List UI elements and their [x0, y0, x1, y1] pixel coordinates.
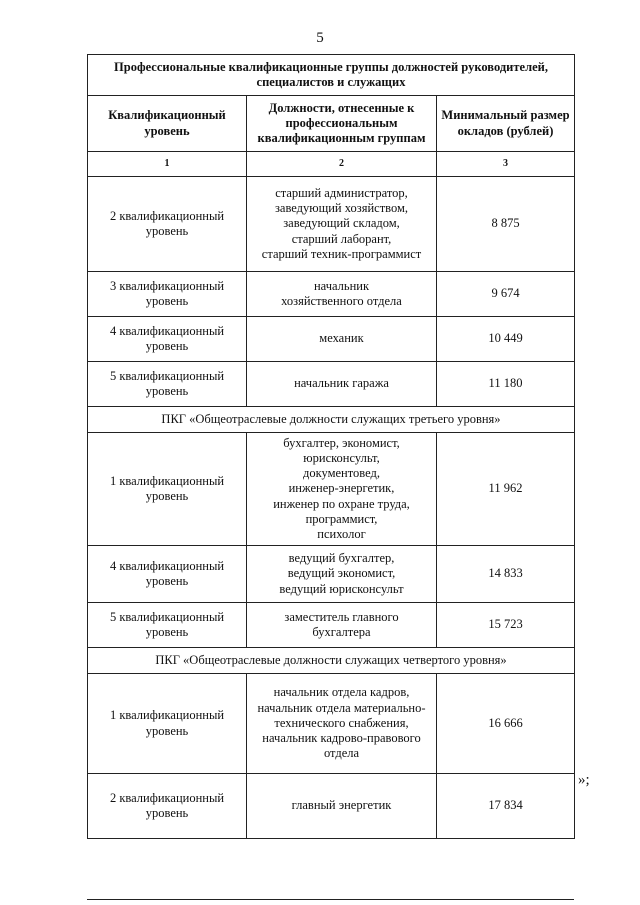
table-row	[88, 317, 575, 362]
table-row	[88, 774, 575, 839]
position-line: инженер-энергетик,	[288, 481, 395, 496]
position-line: старший техник-программист	[261, 246, 422, 261]
position-line: бухгалтер, экономист,	[283, 435, 400, 450]
salary-cell: 11 962	[437, 433, 575, 546]
position-line: старший администратор,	[275, 185, 408, 200]
qualification-level-cell: 1 квалификационный уровень	[88, 433, 247, 546]
position-line: психолог	[317, 527, 366, 542]
positions-cell	[247, 317, 437, 362]
position-line: документовед,	[303, 466, 380, 481]
position-line: ведущий экономист,	[287, 566, 396, 581]
qualification-level-cell: 4 квалификационный уровень	[88, 317, 247, 362]
salary-cell: 11 180	[437, 362, 575, 407]
position-line: инженер по охране труда,	[273, 496, 410, 511]
salary-cell: 15 723	[437, 603, 575, 648]
position-line: главный энергетик	[291, 798, 392, 813]
group-title: ПКГ «Общеотраслевые должности служащих четвертого уровня»	[88, 648, 575, 674]
column-number: 2	[247, 152, 437, 177]
qualification-level-cell: 1 квалификационный уровень	[88, 674, 247, 774]
group-title: ПКГ «Общеотраслевые должности служащих третьего уровня»	[88, 407, 575, 433]
table-row	[88, 603, 575, 648]
position-line: хозяйственного отдела	[281, 294, 402, 308]
table-row	[88, 272, 575, 317]
position-line: начальник отдела материально-	[257, 700, 426, 715]
group-header-row	[88, 407, 575, 433]
position-line: ведущий бухгалтер,	[288, 551, 395, 566]
salary-cell: 8 875	[437, 177, 575, 272]
table-row	[88, 674, 575, 774]
position-line: отдела	[323, 746, 360, 761]
table-title: Профессиональные квалификационные группы должностей руководителей, специалистов и служащих	[88, 55, 575, 96]
table-header-row	[88, 96, 575, 152]
qualification-level-cell: 2 квалификационный уровень	[88, 177, 247, 272]
group-header-row	[88, 648, 575, 674]
salary-cell: 9 674	[437, 272, 575, 317]
qualification-level-cell: 2 квалификационный уровень	[88, 774, 247, 839]
salary-cell: 10 449	[437, 317, 575, 362]
column-number: 3	[437, 152, 575, 177]
qualification-level-cell: 3 квалификационный уровень	[88, 272, 247, 317]
position-line: начальник	[313, 278, 370, 293]
position-line: заведующий хозяйством,	[274, 201, 409, 216]
positions-cell	[247, 774, 437, 839]
positions-cell	[247, 674, 437, 774]
positions-cell	[247, 177, 437, 272]
column-number-row	[88, 152, 575, 177]
position-line: заведующий складом,	[283, 216, 400, 231]
table-body	[88, 177, 575, 839]
qualification-level-cell: 4 квалификационный уровень	[88, 546, 247, 603]
positions-cell	[247, 546, 437, 603]
salary-cell: 17 834	[437, 774, 575, 839]
positions-cell	[247, 433, 437, 546]
qualification-level-cell: 5 квалификационный уровень	[88, 362, 247, 407]
closing-quote-mark: »;	[578, 772, 590, 788]
positions-cell	[247, 603, 437, 648]
table-title-row	[88, 55, 575, 96]
bottom-divider	[87, 899, 574, 900]
position-line: юрисконсульт,	[303, 450, 380, 465]
position-line: программист,	[305, 511, 378, 526]
position-line: технического снабжения,	[274, 715, 409, 730]
positions-cell	[247, 272, 437, 317]
position-line: начальник гаража	[294, 376, 389, 391]
salary-cell: 16 666	[437, 674, 575, 774]
column-header: Квалификационный уровень	[88, 96, 247, 152]
table-row	[88, 546, 575, 603]
salary-cell: 14 833	[437, 546, 575, 603]
column-header: Должности, отнесенные к профессиональным квалификационным группам	[247, 96, 437, 152]
position-line: начальник кадрово-правового	[262, 731, 421, 746]
table-row	[88, 177, 575, 272]
column-header: Минимальный размер окладов (рублей)	[437, 96, 575, 152]
qualification-groups-table	[87, 54, 575, 839]
table-row	[88, 362, 575, 407]
page-number: 5	[316, 30, 324, 46]
positions-cell	[247, 362, 437, 407]
qualification-level-cell: 5 квалификационный уровень	[88, 603, 247, 648]
position-line: ведущий юрисконсульт	[279, 581, 404, 596]
position-line: бухгалтера	[312, 625, 371, 639]
position-line: механик	[319, 331, 364, 346]
table-row	[88, 433, 575, 546]
position-line: старший лаборант,	[291, 231, 392, 246]
position-line: заместитель главного	[284, 609, 399, 624]
column-number: 1	[88, 152, 247, 177]
position-line: начальник отдела кадров,	[273, 685, 410, 700]
